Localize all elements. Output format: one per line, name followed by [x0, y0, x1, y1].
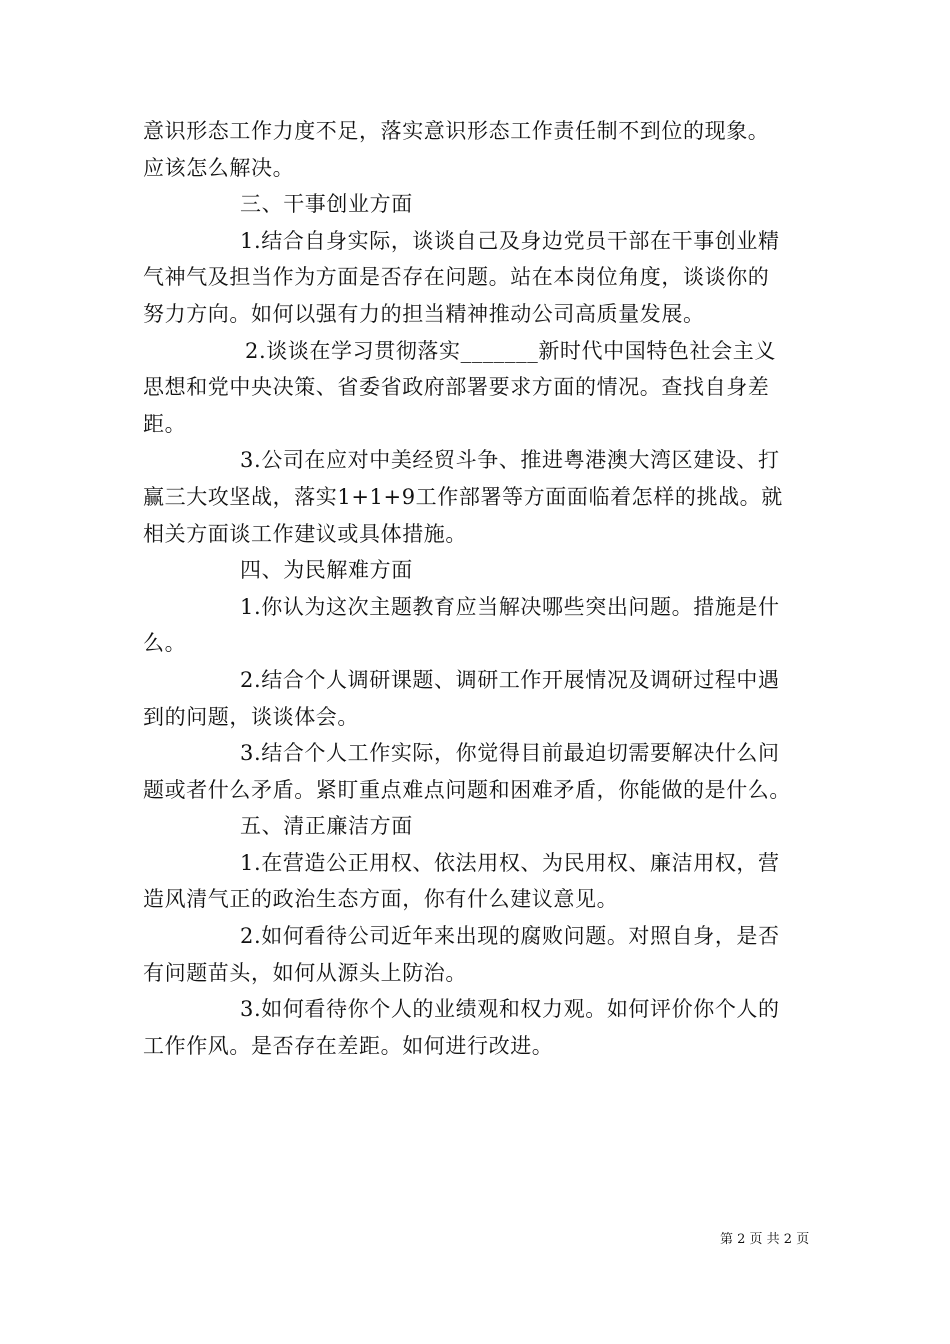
- text-line: 1.你认为这次主题教育应当解决哪些突出问题。措施是什: [240, 594, 780, 619]
- text-line: 3.如何看待你个人的业绩观和权力观。如何评价你个人的: [240, 997, 780, 1022]
- text-line: 题或者什么矛盾。紧盯重点难点问题和困难矛盾，你能做的是什么。: [143, 777, 791, 802]
- text-line: 么。: [143, 631, 187, 656]
- document-body: [143, 113, 808, 1064]
- text-line: 赢三大攻坚战，落实1+1+9工作部署等方面面临着怎样的挑战。就: [143, 484, 783, 509]
- paragraph-4-3: [143, 735, 808, 808]
- text-line: 3.结合个人工作实际，你觉得目前最迫切需要解决什么问: [240, 741, 780, 766]
- text-line: 距。: [143, 411, 187, 436]
- text-line: 工作作风。是否存在差距。如何进行改进。: [143, 1033, 554, 1058]
- text-line: 1.结合自身实际，谈谈自己及身边党员干部在干事创业精: [240, 228, 780, 253]
- section-heading-3: [143, 186, 808, 223]
- page-number-footer: 第 2 页 共 2 页: [720, 1232, 810, 1247]
- heading-text: 五、清正廉洁方面: [240, 814, 413, 839]
- text-line: 有问题苗头，如何从源头上防治。: [143, 960, 467, 985]
- paragraph-4-1: [143, 589, 808, 662]
- section-heading-5: [143, 808, 808, 845]
- text-line: 应该怎么解决。: [143, 155, 295, 180]
- paragraph-3-2: [143, 333, 808, 443]
- heading-text: 四、为民解难方面: [240, 558, 413, 583]
- text-line: 1.在营造公正用权、依法用权、为民用权、廉洁用权，营: [240, 850, 780, 875]
- paragraph-5-3: [143, 991, 808, 1064]
- text-line: 相关方面谈工作建议或具体措施。: [143, 521, 467, 546]
- text-line: 2.结合个人调研课题、调研工作开展情况及调研过程中遇: [240, 667, 780, 692]
- paragraph-5-2: [143, 918, 808, 991]
- text-line: 到的问题，谈谈体会。: [143, 704, 359, 729]
- paragraph-5-1: [143, 845, 808, 918]
- paragraph-continued-text: [143, 113, 808, 186]
- text-line: 思想和党中央决策、省委省政府部署要求方面的情况。查找自身差: [143, 375, 770, 400]
- text-line: 2.如何看待公司近年来出现的腐败问题。对照自身，是否: [240, 924, 780, 949]
- section-heading-4: [143, 552, 808, 589]
- text-line: 3.公司在应对中美经贸斗争、推进粤港澳大湾区建设、打: [240, 448, 780, 473]
- heading-text: 三、干事创业方面: [240, 192, 413, 217]
- text-line: 气神气及担当作为方面是否存在问题。站在本岗位角度，谈谈你的: [143, 265, 770, 290]
- paragraph-4-2: [143, 662, 808, 735]
- text-line: 造风清气正的政治生态方面，你有什么建议意见。: [143, 887, 619, 912]
- text-line: 意识形态工作力度不足，落实意识形态工作责任制不到位的现象。: [143, 119, 770, 143]
- text-line: 努力方向。如何以强有力的担当精神推动公司高质量发展。: [143, 301, 705, 326]
- paragraph-3-1: [143, 223, 808, 333]
- paragraph-3-3: [143, 442, 808, 552]
- text-line: 2.谈谈在学习贯彻落实_______新时代中国特色社会主义: [245, 338, 776, 363]
